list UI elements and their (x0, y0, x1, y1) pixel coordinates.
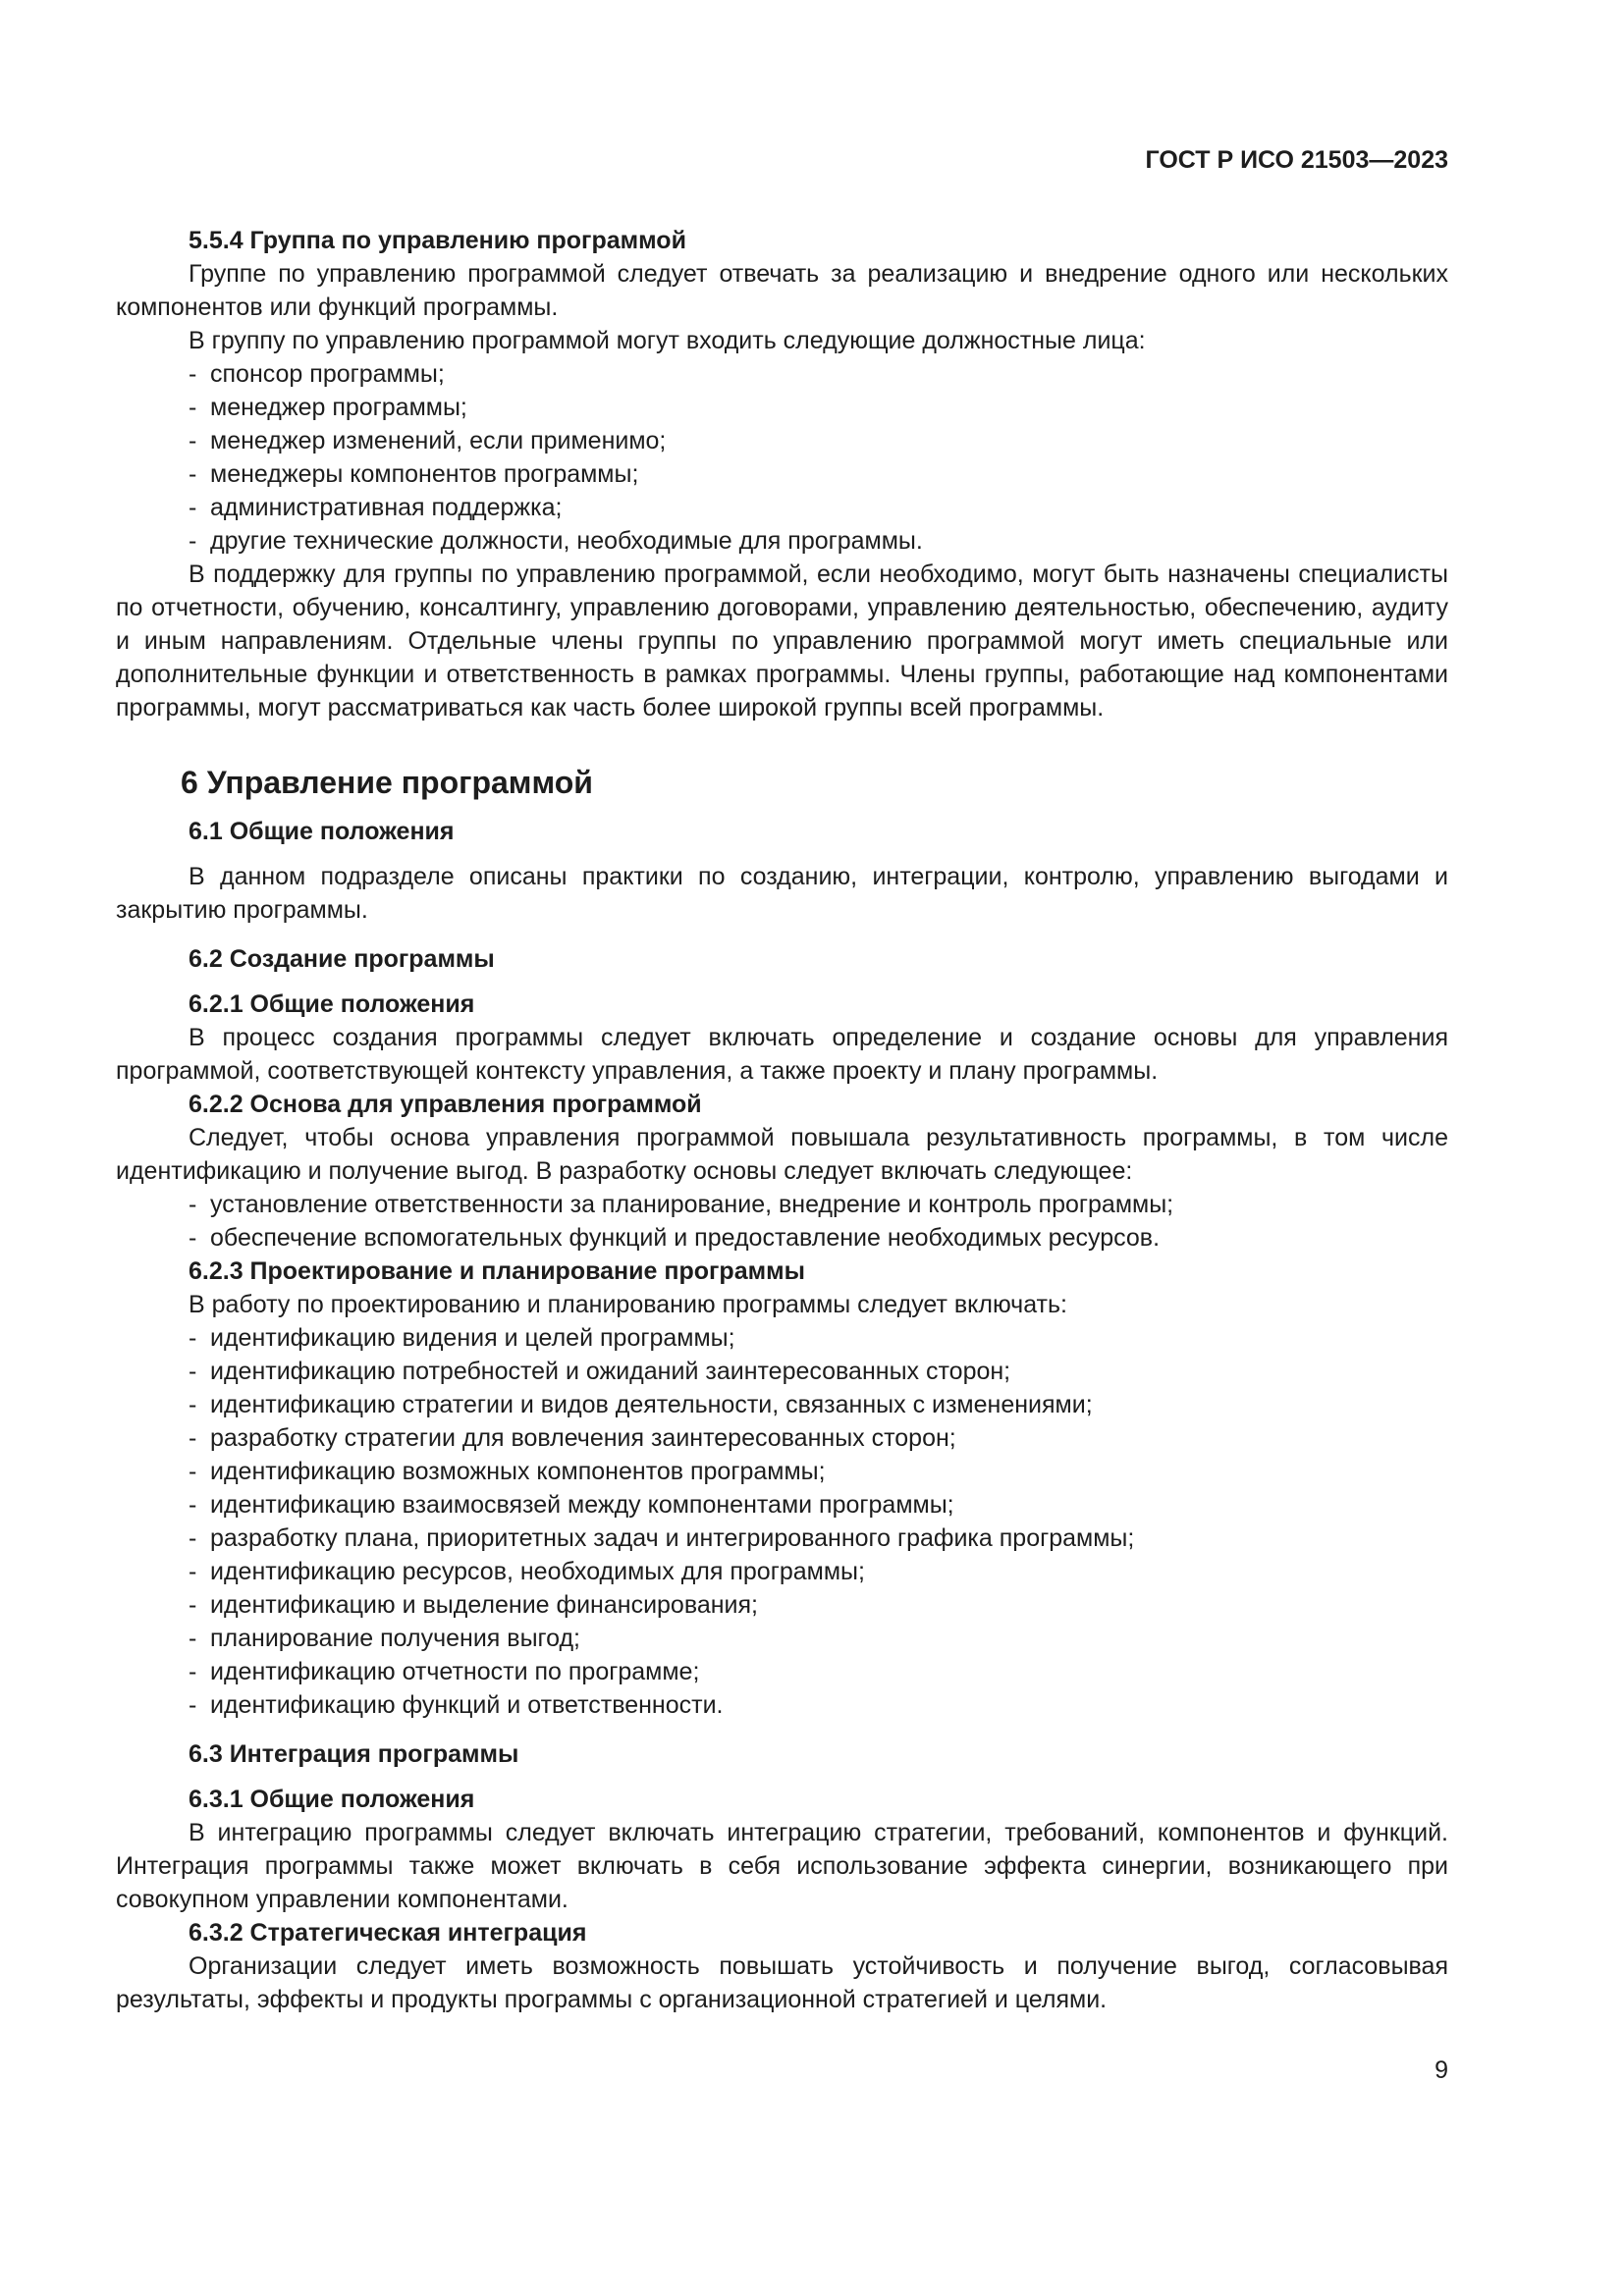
list-item: - административная поддержка; (189, 494, 563, 521)
list-item: - установление ответственности за планирование, внедрение и контроль программы; (189, 1191, 1174, 1218)
list-item: - планирование получения выгод; (189, 1625, 581, 1652)
list-item: - идентификацию функций и ответственности. (189, 1691, 724, 1719)
list-item: - разработку плана, приоритетных задач и интегрированного графика программы; (189, 1524, 1135, 1552)
list-item: - спонсор программы; (189, 360, 445, 388)
section-6-2-heading: 6.2 Создание программы (189, 945, 495, 973)
section-6-2-2-heading: 6.2.2 Основа для управления программой (189, 1091, 702, 1118)
list-item: - идентификацию ресурсов, необходимых для программы; (189, 1558, 865, 1585)
section-6-2-3-heading: 6.2.3 Проектирование и планирование программы (189, 1257, 805, 1285)
list-item: - идентификацию видения и целей программы; (189, 1324, 735, 1352)
section-6-2-2-paragraph: Следует, чтобы основа управления программой повышала результативность программы, в том числе идентификацию и получение выгод. В разработку основы следует включать следующее: (116, 1124, 1448, 1185)
document-designation: ГОСТ Р ИСО 21503—2023 (1145, 146, 1448, 174)
list-item: - менеджер программы; (189, 394, 467, 421)
section-6-1-paragraph: В данном подразделе описаны практики по созданию, интеграции, контролю, управлению выгодами и закрытию программы. (116, 863, 1448, 924)
section-6-3-2-paragraph: Организации следует иметь возможность повышать устойчивость и получение выгод, согласовывая результаты, эффекты и продукты программы с организационной стратегией и целями. (116, 1952, 1448, 2013)
list-item: - идентификацию стратегии и видов деятельности, связанных с изменениями; (189, 1391, 1093, 1418)
list-item: - идентификацию взаимосвязей между компонентами программы; (189, 1491, 954, 1519)
page-content (116, 224, 1448, 2016)
section-5-5-4-paragraph-2: В группу по управлению программой могут входить следующие должностные лица: (189, 327, 1146, 354)
list-item: - разработку стратегии для вовлечения заинтересованных сторон; (189, 1424, 956, 1452)
list-item: - другие технические должности, необходимые для программы. (189, 527, 923, 555)
section-6-1-heading: 6.1 Общие положения (189, 818, 455, 845)
list-item: - идентификацию отчетности по программе; (189, 1658, 700, 1685)
section-6-3-1-heading: 6.3.1 Общие положения (189, 1786, 475, 1813)
section-6-heading: 6 Управление программой (181, 765, 593, 800)
section-6-3-2-heading: 6.3.2 Стратегическая интеграция (189, 1919, 587, 1947)
list-item: - менеджеры компонентов программы; (189, 460, 639, 488)
section-5-5-4-heading: 5.5.4 Группа по управлению программой (189, 227, 686, 254)
list-item: - идентификацию потребностей и ожиданий заинтересованных сторон; (189, 1358, 1011, 1385)
section-5-5-4-paragraph-1: Группе по управлению программой следует отвечать за реализацию и внедрение одного или нескольких компонентов или функций программы. (116, 260, 1448, 321)
section-6-3-heading: 6.3 Интеграция программы (189, 1740, 519, 1768)
section-6-3-1-paragraph: В интеграцию программы следует включать интеграцию стратегии, требований, компонентов и функций. Интеграция программы также может включать в себя использование эффекта синергии, возникающего при совокупном управлении компонентами. (116, 1819, 1448, 1913)
list-item: - обеспечение вспомогательных функций и предоставление необходимых ресурсов. (189, 1224, 1161, 1252)
section-5-5-4-paragraph-3: В поддержку для группы по управлению программой, если необходимо, могут быть назначены специалисты по отчетности, обучению, консалтингу, управлению договорами, управлению деятельностью, обеспечению, аудиту и иным направлениям. Отдельные члены группы по управлению программой могут иметь специальные или дополнительные функции и ответственность в рамках программы. Члены группы, работающие над компонентами программы, могут рассматриваться как часть более широкой группы всей программы. (116, 561, 1448, 721)
section-6-2-1-paragraph: В процесс создания программы следует включать определение и создание основы для управления программой, соответствующей контексту управления, а также проекту и плану программы. (116, 1024, 1448, 1085)
section-6-2-3-paragraph: В работу по проектированию и планированию программы следует включать: (189, 1291, 1067, 1318)
page-number: 9 (1435, 2056, 1448, 2084)
section-6-2-1-heading: 6.2.1 Общие положения (189, 990, 475, 1018)
list-item: - идентификацию и выделение финансирования; (189, 1591, 758, 1619)
list-item: - менеджер изменений, если применимо; (189, 427, 667, 454)
list-item: - идентификацию возможных компонентов программы; (189, 1458, 826, 1485)
